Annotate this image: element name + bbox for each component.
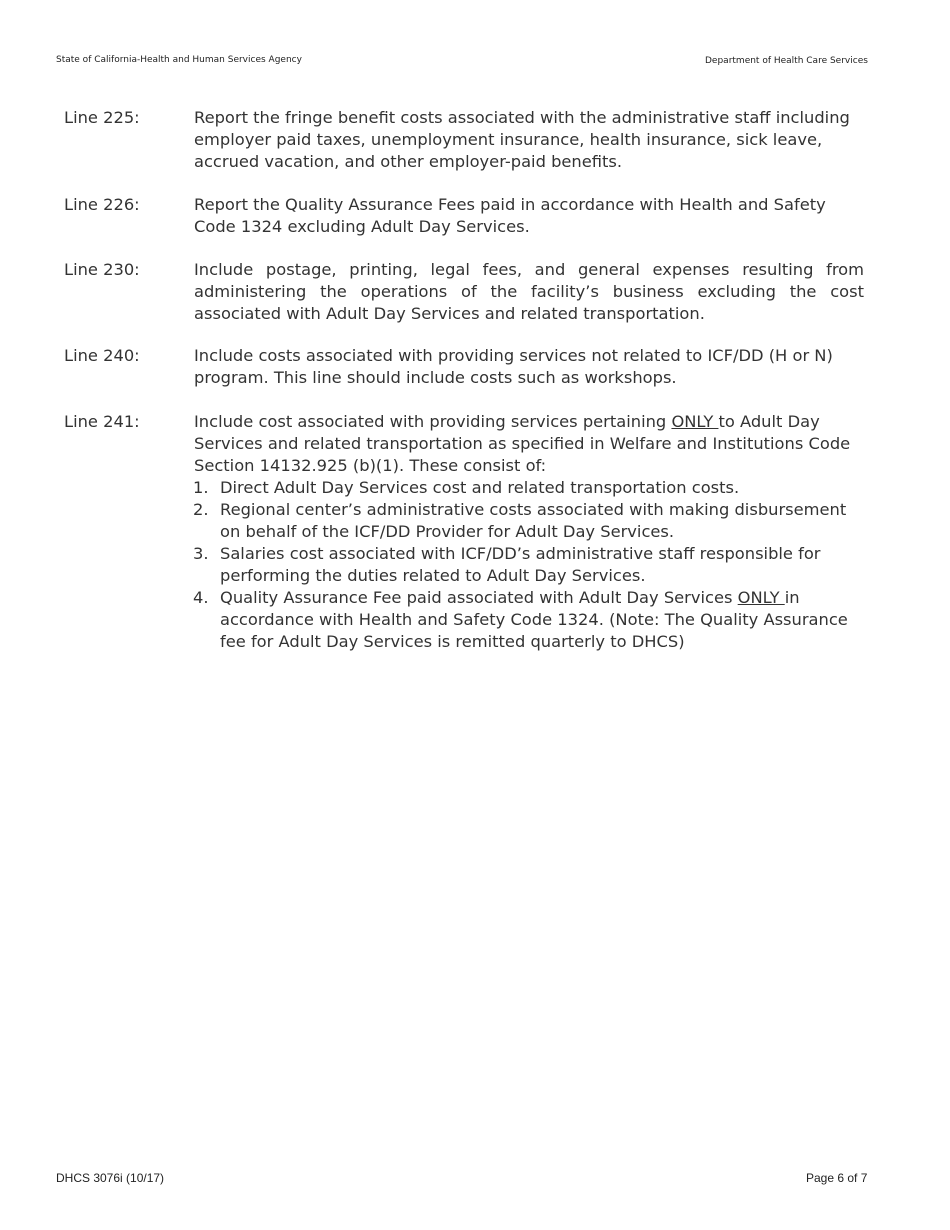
entry-label: Line 225: <box>64 108 140 127</box>
entry-paragraph: Report the Quality Assurance Fees paid in accordance with Health and Safety Code 1324 excluding Adult Day Services. <box>194 195 826 236</box>
entry-paragraph: Include postage, printing, legal fees, and general expenses resulting from administering the operations of the facility’s business excluding the cost associated with Adult Day Services and related transportation. <box>194 260 864 323</box>
entry-intro <box>194 411 864 477</box>
entry-text <box>194 259 864 325</box>
entry-text <box>194 107 864 173</box>
list-item-number: 1. <box>193 478 209 497</box>
entry-text <box>194 194 864 238</box>
list-item <box>194 499 864 543</box>
entry-text <box>194 411 864 653</box>
emphasis-only: ONLY <box>737 588 785 607</box>
entry-line-230 <box>64 259 864 325</box>
intro-text: Include cost associated with providing services pertaining <box>194 412 672 431</box>
list-item-text: Direct Adult Day Services cost and related transportation costs. <box>220 478 740 497</box>
entry-label: Line 241: <box>64 412 140 431</box>
entry-label: Line 240: <box>64 346 140 365</box>
entry-label: Line 226: <box>64 195 140 214</box>
list-item-number: 2. <box>193 500 209 519</box>
list-item-number: 4. <box>193 588 209 607</box>
list-item-text: Regional center’s administrative costs associated with making disbursement on behalf of the ICF/DD Provider for Adult Day Services. <box>220 500 847 541</box>
emphasis-only: ONLY <box>671 412 719 431</box>
list-item-number: 3. <box>193 544 209 563</box>
numbered-list <box>194 477 864 653</box>
footer-page-number: Page 6 of 7 <box>806 1171 868 1185</box>
list-item <box>194 587 864 653</box>
header-agency: State of California-Health and Human Services Agency <box>56 55 302 65</box>
list-item <box>194 477 864 499</box>
entry-text <box>194 345 864 389</box>
list-item-text-continued: in accordance with Health and Safety Code 1324. (Note: The Quality Assurance fee for Adult Day Services is remitted quarterly to DHCS) <box>220 588 848 651</box>
entry-line-226 <box>64 194 864 238</box>
footer-form-id: DHCS 3076i (10/17) <box>56 1171 165 1185</box>
intro-text-continued: to Adult Day Services and related transportation as specified in Welfare and Institutions Code Section 14132.925 (b)(1). These consist of: <box>194 412 851 475</box>
list-item-text: Quality Assurance Fee paid associated with Adult Day Services <box>220 588 738 607</box>
entry-line-225 <box>64 107 864 173</box>
entry-line-241 <box>64 411 864 653</box>
entry-paragraph: Include costs associated with providing services not related to ICF/DD (H or N) program. This line should include costs such as workshops. <box>194 346 833 387</box>
header-department: Department of Health Care Services <box>705 56 868 66</box>
list-item <box>194 543 864 587</box>
list-item-text: Salaries cost associated with ICF/DD’s administrative staff responsible for performing the duties related to Adult Day Services. <box>220 544 821 585</box>
entry-label: Line 230: <box>64 260 140 279</box>
entry-paragraph: Report the fringe benefit costs associated with the administrative staff including employer paid taxes, unemployment insurance, health insurance, sick leave, accrued vacation, and other employer-paid benefits. <box>194 108 850 171</box>
entry-line-240 <box>64 345 864 389</box>
